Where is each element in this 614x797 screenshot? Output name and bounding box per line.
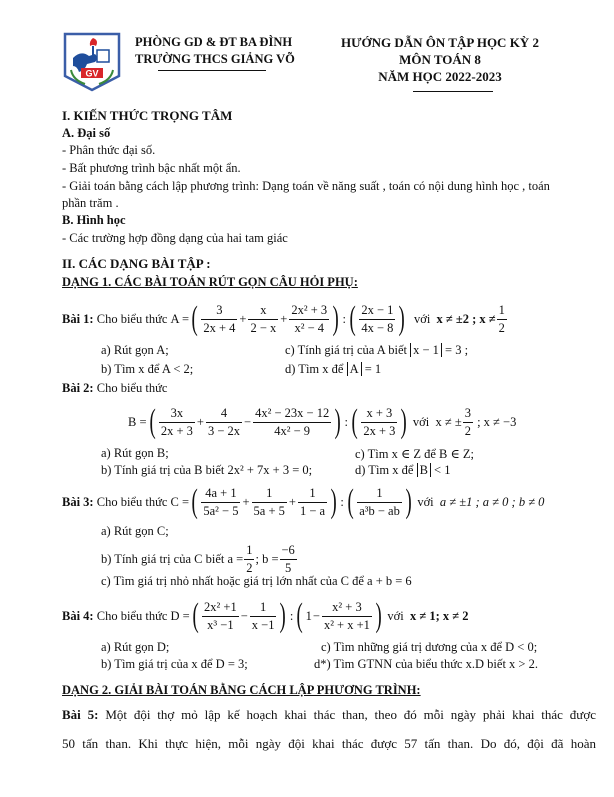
dept-name: PHÒNG GD & ĐT BA ĐÌNH — [135, 35, 293, 49]
question: c) Tìm x ∈ Z để B ∈ Z; — [355, 447, 474, 461]
voi-text: với — [387, 608, 404, 623]
number: 1 — [305, 608, 312, 623]
operator: + — [239, 311, 247, 326]
question: b) Tính giá trị của C biết a = $\frac{1}{2}$ ; b = $\frac{-6}{5}$ — [101, 543, 295, 575]
operator: − — [312, 608, 320, 623]
fraction: $\frac{4}{3 - 2x}$ — [207, 406, 241, 438]
fraction: $\frac{1}{1 - a}$ — [299, 486, 326, 518]
operator: + — [288, 494, 296, 509]
fraction: $\frac{3}{2x + 4}$ — [203, 303, 236, 335]
fraction: $\frac{3x}{2x + 3}$ — [160, 406, 193, 438]
voi-text: với — [412, 414, 430, 429]
open-paren: ( — [349, 300, 356, 337]
bai1-label: Bài 1: — [62, 311, 94, 326]
question: b) Tìm x để A < 2; — [101, 362, 194, 376]
condition: x ≠ ± — [435, 414, 462, 429]
open-paren: ( — [296, 597, 304, 634]
subject-title: MÔN TOÁN 8 — [399, 52, 481, 67]
fraction: $\frac{1}{2}$ — [246, 543, 253, 575]
bai3-intro: Cho biểu thức — [96, 494, 168, 509]
close-paren: ) — [375, 597, 382, 634]
fraction: $\frac{1}{2}$ — [498, 303, 505, 335]
operator: : — [344, 414, 349, 429]
list-item: phần trăm . — [62, 196, 119, 210]
lhs: C = — [170, 494, 190, 509]
fraction: $\frac{-6}{5}$ — [281, 543, 295, 575]
operator: − — [240, 608, 248, 623]
doc-title: HƯỚNG DẪN ÔN TẬP HỌC KỲ 2 — [341, 35, 539, 50]
bai2-heading: Bài 2: Cho biểu thức — [62, 381, 168, 395]
open-paren: ( — [351, 403, 358, 440]
open-paren: ( — [149, 403, 156, 440]
question: c) Tìm giá trị nhỏ nhất hoặc giá trị lớn nhất của C để a + b = 6 — [101, 574, 412, 588]
dang1-heading: DẠNG 1. CÁC BÀI TOÁN RÚT GỌN CÂU HỎI PHỤ: — [62, 275, 358, 289]
fraction: $\frac{\text{2x² + 3}}{\text{x² − 4}}$ — [291, 303, 328, 335]
question: c) Tính giá trị của A biết x − 1 = 3 ; — [285, 343, 469, 357]
svg-text:GV: GV — [85, 68, 99, 79]
question: a) Rút gọn C; — [101, 524, 169, 538]
school-logo — [63, 32, 121, 92]
bai1-expression — [62, 297, 508, 341]
dang2-heading: DẠNG 2. GIẢI BÀI TOÁN BẰNG CÁCH LẬP PHƯƠNG TRÌNH: — [62, 683, 421, 697]
lhs: A = — [170, 311, 190, 326]
lhs: D = — [170, 608, 190, 623]
question: d) Tìm x để B < 1 — [355, 463, 451, 477]
close-paren: ) — [398, 300, 406, 337]
bai2-expression — [128, 400, 516, 444]
operator: + — [242, 494, 250, 509]
fraction: $\frac{x}{2 - x}$ — [250, 303, 277, 335]
voi-text: với — [413, 311, 431, 326]
list-item: - Các trường hợp đồng dạng của hai tam giác — [62, 231, 288, 245]
open-paren: ( — [191, 300, 198, 337]
condition: x ≠ ±2 ; x ≠ — [436, 311, 496, 326]
title-divider — [413, 91, 493, 92]
question: b) Tìm giá trị của x để D = 3; — [101, 657, 248, 671]
header-divider — [158, 70, 266, 71]
open-paren: ( — [192, 597, 199, 634]
close-paren: ) — [332, 300, 339, 337]
fraction: $\frac{x + 3}{2x + 3}$ — [363, 406, 396, 438]
condition: x ≠ 1; x ≠ 2 — [409, 608, 469, 623]
fraction: $\frac{\text{x² + 3}}{\text{x² + x +1}}$ — [323, 600, 370, 632]
operator: + — [196, 414, 204, 429]
bai1-intro: Cho biểu thức — [96, 311, 168, 326]
list-item: - Giải toán bằng cách lập phương trình: Dạng toán về năng suất , toán có nội dung hình học , toán — [62, 179, 550, 193]
school-name: TRƯỜNG THCS GIẢNG VÕ — [135, 52, 295, 66]
sub-heading-algebra: A. Đại số — [62, 126, 111, 140]
bai3-label: Bài 3: — [62, 494, 94, 509]
question: a) Rút gọn A; — [101, 343, 169, 357]
list-item: - Bất phương trình bậc nhất một ẩn. — [62, 161, 241, 175]
close-paren: ) — [400, 403, 408, 440]
condition: a ≠ ±1 ; a ≠ 0 ; b ≠ 0 — [439, 494, 545, 509]
bai4-intro: Cho biểu thức — [96, 608, 168, 623]
bai5-line: Bài 5: Một đội thợ mỏ lập kế hoạch khai thác than, theo đó mỗi ngày phải khai thác được — [62, 707, 596, 722]
voi-text: với — [417, 494, 434, 509]
operator: : — [289, 608, 294, 623]
section2-heading: II. CÁC DẠNG BÀI TẬP : — [62, 256, 211, 271]
list-item: - Phân thức đại số. — [62, 143, 156, 157]
fraction: $\frac{\text{2x² +1}}{\text{x³ −1}}$ — [204, 600, 237, 632]
fraction: $\frac{4a + 1}{\text{5a² − 5}}$ — [203, 486, 239, 518]
fraction: $\frac{1}{x -1}$ — [251, 600, 275, 632]
school-year: NĂM HỌC 2022-2023 — [378, 69, 502, 84]
open-paren: ( — [191, 483, 198, 520]
fraction: $\frac{3}{2}$ — [464, 406, 471, 438]
operator: : — [342, 311, 346, 326]
bai4-expression — [62, 594, 468, 638]
condition: ; x ≠ −3 — [477, 414, 517, 429]
close-paren: ) — [405, 483, 412, 520]
operator: − — [244, 414, 252, 429]
open-paren: ( — [347, 483, 354, 520]
bai3-expression — [62, 480, 544, 524]
question: b) Tính giá trị của B biết 2x² + 7x + 3 = 0; — [101, 463, 313, 477]
close-paren: ) — [334, 403, 341, 440]
operator: : — [340, 494, 344, 509]
question: d*) Tìm GTNN của biểu thức x.D biết x > 2. — [314, 657, 538, 671]
bai5-line: 50 tấn than. Khi thực hiện, mỗi ngày đội khai thác được 57 tấn than. Do đó, đội đã hoàn — [62, 736, 596, 751]
fraction: $\frac{2x - 1}{4x - 8}$ — [361, 303, 394, 335]
bai4-label: Bài 4: — [62, 608, 94, 623]
section1-heading: I. KIẾN THỨC TRỌNG TÂM — [62, 108, 233, 123]
question: d) Tìm x để A = 1 — [285, 362, 382, 376]
close-paren: ) — [280, 597, 287, 634]
question: c) Tìm những giá trị dương của x để D < 0; — [321, 640, 538, 654]
sub-heading-geometry: B. Hình học — [62, 213, 126, 227]
question: a) Rút gọn D; — [101, 640, 170, 654]
fraction: $\frac{1}{5a + 5}$ — [253, 486, 285, 518]
lhs: B = — [128, 414, 147, 429]
question: a) Rút gọn B; — [101, 446, 169, 460]
fraction: $\frac{1}{\text{a³b − ab}}$ — [359, 486, 400, 518]
fraction: $\frac{\text{4x² − 23x − 12}}{\text{4x² − 9}}$ — [255, 406, 330, 438]
operator: + — [280, 311, 288, 326]
close-paren: ) — [330, 483, 337, 520]
